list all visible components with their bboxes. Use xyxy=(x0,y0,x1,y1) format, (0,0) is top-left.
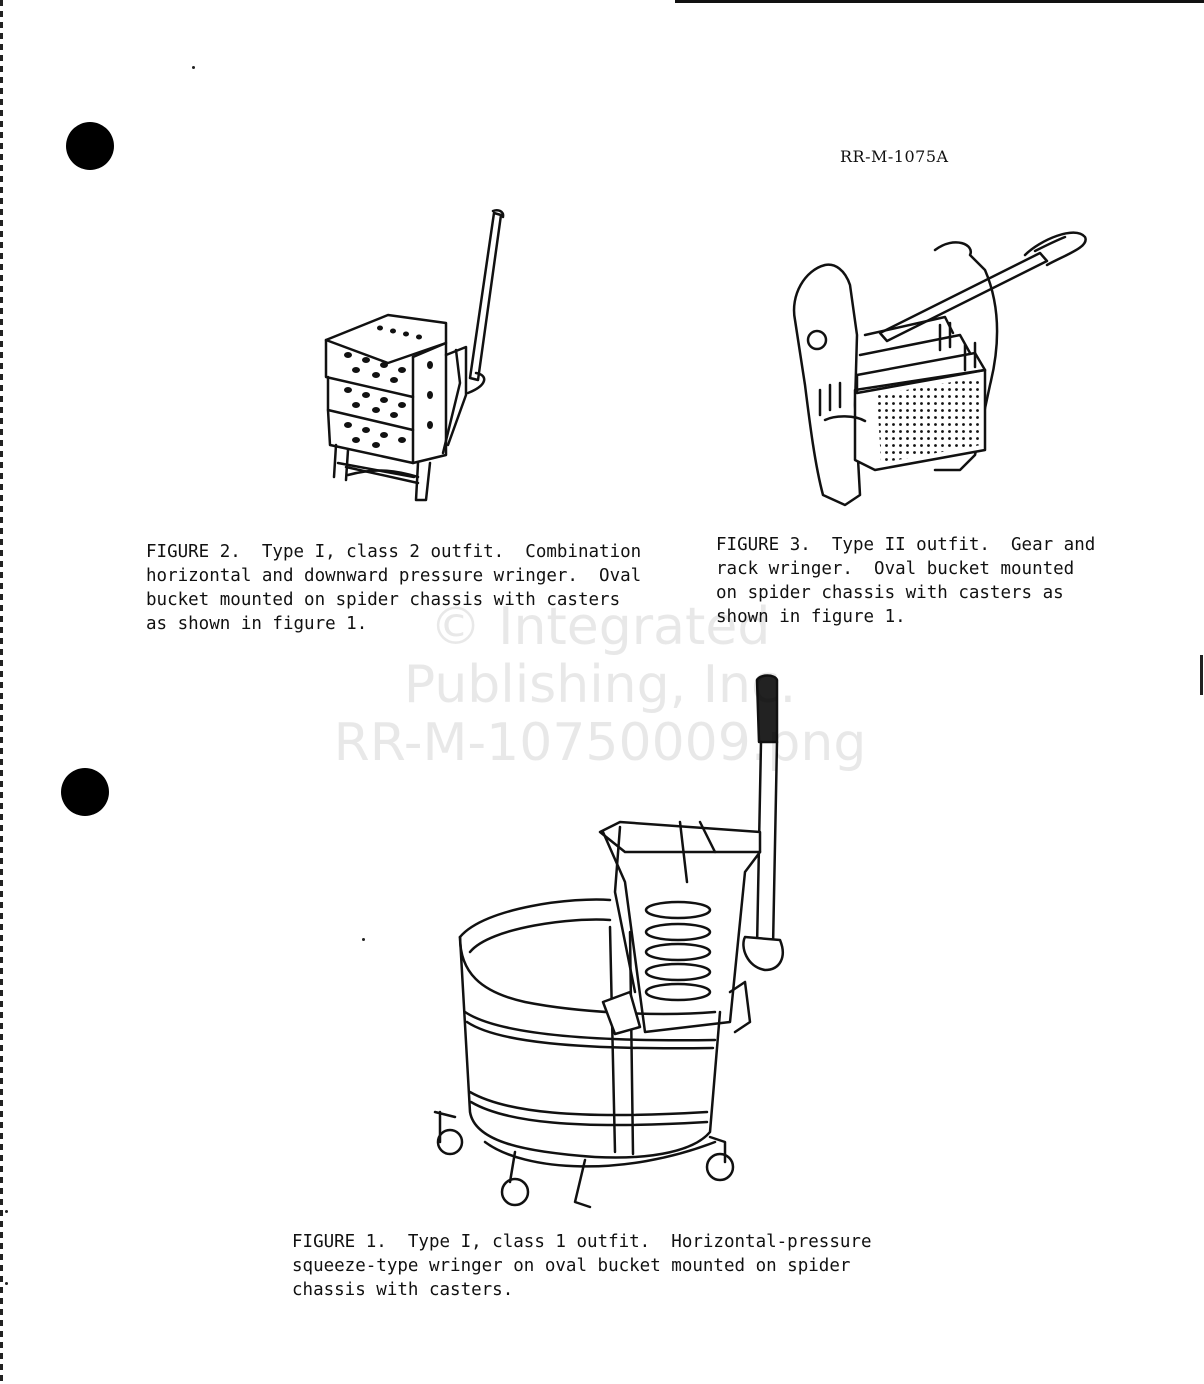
watermark-line-2: Publishing, Inc. xyxy=(403,655,797,715)
figure-2-caption: FIGURE 2. Type I, class 2 outfit. Combination horizontal and downward pressure wringer. Oval bucket mounted on spider chassis with casters as shown in figure 1. xyxy=(146,542,642,634)
scan-speck xyxy=(362,938,365,941)
scan-speck xyxy=(192,66,195,69)
scan-right-mark xyxy=(1200,655,1203,695)
figure-3-caption: FIGURE 3. Type II outfit. Gear and rack wringer. Oval bucket mounted on spider chassis with casters as shown in figure 1. xyxy=(716,535,1096,627)
punch-hole-top xyxy=(66,122,114,170)
scan-top-edge xyxy=(675,0,1204,3)
scan-speck xyxy=(5,1282,8,1285)
watermark xyxy=(150,598,1050,772)
watermark-line-1: © Integrated xyxy=(429,597,771,657)
document-id: RR-M-1075A xyxy=(840,147,949,166)
punch-hole-middle xyxy=(61,768,109,816)
figure-2-wringer-illustration xyxy=(318,205,518,505)
watermark-line-3: RR-M-10750009.png xyxy=(333,713,867,773)
figure-3-gear-rack-wringer-illustration xyxy=(785,225,1090,515)
figure-1-caption: FIGURE 1. Type I, class 1 outfit. Horizontal-pressure squeeze-type wringer on oval bucket mounted on spider chassis with casters. xyxy=(292,1232,872,1300)
scan-speck xyxy=(5,1210,8,1213)
scan-left-edge xyxy=(0,0,3,1384)
